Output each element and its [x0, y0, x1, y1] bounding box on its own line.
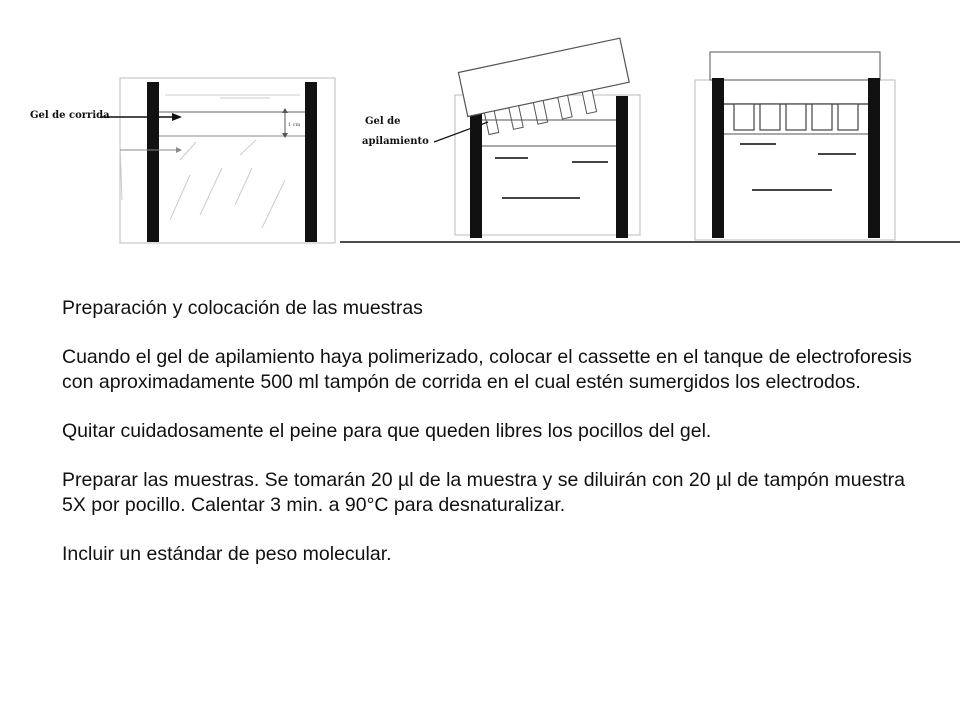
gel-casting-diagram	[0, 0, 960, 260]
section-title: Preparación y colocación de las muestras	[62, 297, 423, 319]
spacer-left	[470, 96, 482, 238]
label-stacking-gel-2: apilamiento	[362, 136, 429, 147]
comb-top	[710, 52, 880, 80]
spacer-right	[305, 82, 317, 242]
spacer-right	[616, 96, 628, 238]
paragraph-comb: Quitar cuidadosamente el peine para que queden libres los pocillos del gel.	[62, 420, 712, 442]
paragraph-samples: Preparar las muestras. Se tomarán 20 µl de la muestra y se diluirán con 20 µl de tampón muestra 5X por pocillo. Calentar 3 min. a 90°C para desnaturalizar.	[62, 469, 905, 516]
label-stacking-gel-1: Gel de	[365, 116, 401, 127]
panel-running-gel	[30, 78, 335, 243]
paragraph-cassette: Cuando el gel de apilamiento haya polimerizado, colocar el cassette en el tanque de electroforesis con aproximadamente 500 ml tampón de corrida en el cual estén sumergidos los electrodos.	[62, 346, 912, 393]
spacer-left	[147, 82, 159, 242]
spacer-right	[868, 78, 880, 238]
spacer-left	[712, 78, 724, 238]
panel-comb-inserted	[695, 52, 895, 240]
dimension-label: 1 cm	[288, 122, 301, 128]
outer-glass-plate	[455, 95, 640, 235]
instructions-text	[62, 296, 922, 591]
panel-comb-insertion	[362, 38, 640, 238]
comb-teeth	[734, 104, 858, 130]
paragraph-standard: Incluir un estándar de peso molecular.	[62, 543, 392, 565]
label-running-gel: Gel de corrida	[30, 110, 110, 121]
